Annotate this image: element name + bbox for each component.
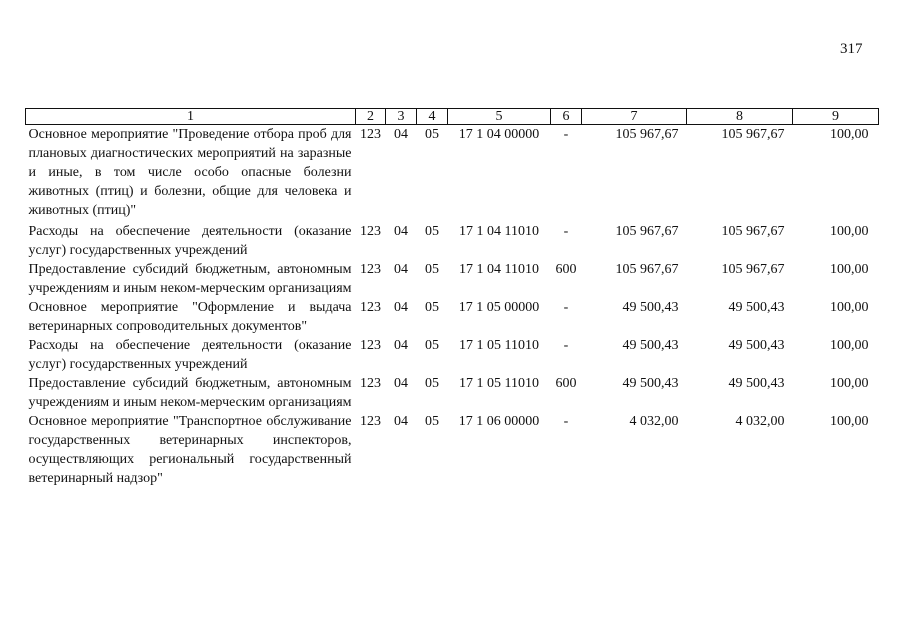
page-number: 317 <box>840 41 863 57</box>
col-header-4: 4 <box>417 109 448 125</box>
col-header-5: 5 <box>448 109 551 125</box>
cell-admin-code: 123 <box>360 224 381 239</box>
cell-target-article: 17 1 06 00000 <box>458 414 540 429</box>
cell-expense-type: - <box>563 414 569 429</box>
cell-section: 04 <box>394 262 408 277</box>
cell-actual: 49 500,43 <box>728 376 785 391</box>
cell-actual: 105 967,67 <box>721 127 785 142</box>
cell-section: 04 <box>394 414 408 429</box>
col-header-2: 2 <box>356 109 386 125</box>
row-name: Основное мероприятие "Проведение отбора проб для плановых диагностических мероприятий на заразные и иные, в том числе особо опасные болезни животных (птиц) и болезни, общие для человека и животных (птиц)" <box>28 127 352 218</box>
cell-expense-type: - <box>563 127 569 142</box>
cell-admin-code: 123 <box>360 127 381 142</box>
row-name: Расходы на обеспечение деятельности (оказание услуг) государственных учреждений <box>28 224 352 258</box>
cell-admin-code: 123 <box>360 338 381 353</box>
cell-actual: 49 500,43 <box>728 338 785 353</box>
row-name: Расходы на обеспечение деятельности (оказание услуг) государственных учреждений <box>28 338 352 372</box>
cell-plan: 105 967,67 <box>615 224 679 239</box>
cell-percent: 100,00 <box>830 262 869 277</box>
cell-subsection: 05 <box>425 224 439 239</box>
cell-percent: 100,00 <box>830 338 869 353</box>
col-header-1: 1 <box>26 109 356 125</box>
cell-expense-type: - <box>563 338 569 353</box>
row-name: Предоставление субсидий бюджетным, автономным учреждениям и иным неком-мерческим организациям <box>28 262 352 296</box>
cell-target-article: 17 1 04 11010 <box>459 262 539 277</box>
cell-section: 04 <box>394 376 408 391</box>
budget-table <box>25 108 879 488</box>
cell-target-article: 17 1 05 00000 <box>458 300 540 315</box>
table-row <box>26 336 879 374</box>
cell-admin-code: 123 <box>360 300 381 315</box>
cell-percent: 100,00 <box>830 127 869 142</box>
cell-subsection: 05 <box>425 300 439 315</box>
cell-section: 04 <box>394 127 408 142</box>
table-row <box>26 260 879 298</box>
table-row <box>26 125 879 221</box>
row-name: Предоставление субсидий бюджетным, автономным учреждениям и иным неком-мерческим организациям <box>28 376 352 410</box>
col-header-3: 3 <box>386 109 417 125</box>
table-row <box>26 298 879 336</box>
cell-target-article: 17 1 04 00000 <box>458 127 540 142</box>
col-header-8: 8 <box>687 109 793 125</box>
cell-expense-type: 600 <box>555 262 577 277</box>
cell-admin-code: 123 <box>360 414 381 429</box>
cell-target-article: 17 1 05 11010 <box>459 376 539 391</box>
cell-plan: 4 032,00 <box>629 414 679 429</box>
cell-target-article: 17 1 05 11010 <box>459 338 539 353</box>
cell-admin-code: 123 <box>360 376 381 391</box>
cell-plan: 105 967,67 <box>615 262 679 277</box>
table-row <box>26 412 879 488</box>
cell-section: 04 <box>394 338 408 353</box>
col-header-6: 6 <box>551 109 582 125</box>
cell-percent: 100,00 <box>830 300 869 315</box>
cell-target-article: 17 1 04 11010 <box>459 224 539 239</box>
cell-plan: 49 500,43 <box>622 376 679 391</box>
cell-plan: 49 500,43 <box>622 300 679 315</box>
cell-section: 04 <box>394 224 408 239</box>
cell-actual: 105 967,67 <box>721 224 785 239</box>
cell-subsection: 05 <box>425 127 439 142</box>
cell-percent: 100,00 <box>830 376 869 391</box>
cell-expense-type: 600 <box>555 376 577 391</box>
cell-subsection: 05 <box>425 376 439 391</box>
cell-expense-type: - <box>563 300 569 315</box>
table-row <box>26 220 879 260</box>
cell-plan: 105 967,67 <box>615 127 679 142</box>
cell-percent: 100,00 <box>830 224 869 239</box>
cell-percent: 100,00 <box>830 414 869 429</box>
header-row <box>26 109 879 125</box>
cell-expense-type: - <box>563 224 569 239</box>
cell-actual: 105 967,67 <box>721 262 785 277</box>
cell-admin-code: 123 <box>360 262 381 277</box>
cell-section: 04 <box>394 300 408 315</box>
cell-actual: 49 500,43 <box>728 300 785 315</box>
cell-subsection: 05 <box>425 338 439 353</box>
row-name: Основное мероприятие "Транспортное обслуживание государственных ветеринарных инспекторов, осуществляющих региональный государственный ветеринарный надзор" <box>28 414 352 486</box>
col-header-9: 9 <box>793 109 879 125</box>
table-row <box>26 374 879 412</box>
cell-actual: 4 032,00 <box>735 414 785 429</box>
cell-subsection: 05 <box>425 262 439 277</box>
col-header-7: 7 <box>582 109 687 125</box>
row-name: Основное мероприятие "Оформление и выдача ветеринарных сопроводительных документов" <box>28 300 352 334</box>
cell-subsection: 05 <box>425 414 439 429</box>
cell-plan: 49 500,43 <box>622 338 679 353</box>
